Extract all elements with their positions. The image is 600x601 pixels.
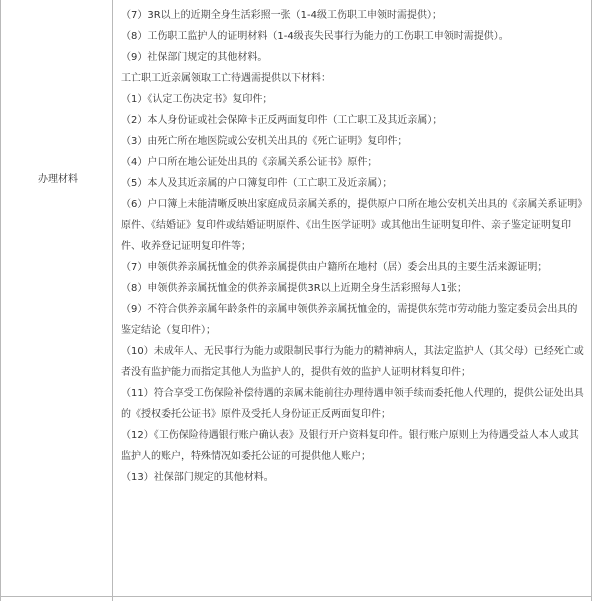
list-item: （8）申领供养亲属抚恤金的供养亲属提供3R以上近期全身生活彩照每人1张； [121, 283, 468, 294]
list-item: （9）不符合供养亲属年龄条件的亲属申领供养亲属抚恤金的，需提供东莞市劳动能力鉴定委员会出具的鉴定结论（复印件）； [121, 304, 578, 336]
table-column-divider [112, 0, 113, 601]
list-item: （9）社保部门规定的其他材料。 [121, 52, 268, 63]
list-item: （7）3R以上的近期全身生活彩照一张（1-4级工伤职工申领时需提供）； [121, 10, 443, 21]
list-item: （3）由死亡所在地医院或公安机关出具的《死亡证明》复印件； [121, 136, 408, 147]
list-item: （7）申领供养亲属抚恤金的供养亲属提供由户籍所在地村（居）委会出具的主要生活来源证明； [121, 262, 548, 273]
table-border-right [591, 0, 592, 601]
row-label-cell [1, 0, 112, 596]
list-item: （5）本人及其近亲属的户口簿复印件（工亡职工及近亲属）； [121, 178, 393, 189]
list-item: （4）户口所在地公证处出具的《亲属关系公证书》原件； [121, 157, 378, 168]
section-heading: 工亡职工近亲属领取工亡待遇需提供以下材料： [121, 73, 331, 84]
list-item: （2）本人身份证或社会保障卡正反两面复印件（工亡职工及其近亲属）； [121, 115, 443, 126]
list-item: （6）户口簿上未能清晰反映出家庭成员亲属关系的，提供原户口所在地公安机关出具的《亲属关系证明》原件、《结婚证》复印件或结婚证明原件、《出生医学证明》或其他出生证明复印件、亲子鉴定证明复印件、收养登记证明复印件等； [121, 199, 583, 252]
list-item: （13）社保部门规定的其他材料。 [121, 472, 274, 483]
row-label: 办理材料 [38, 174, 78, 185]
list-item: （11）符合享受工伤保险补偿待遇的亲属未能前往办理待遇申领手续而委托他人代理的，提供公证处出具的《授权委托公证书》原件及受托人身份证正反两面复印件； [121, 388, 584, 420]
table-row-divider [0, 596, 592, 597]
list-item: （12）《工伤保险待遇银行账户确认表》及银行开户资料复印件。银行账户原则上为待遇受益人本人或其监护人的账户，特殊情况如委托公证的可提供他人账户； [121, 430, 579, 462]
list-item: （1）《认定工伤决定书》复印件； [121, 94, 273, 105]
list-item: （10）未成年人、无民事行为能力或限制民事行为能力的精神病人，其法定监护人（其父母）已经死亡或者没有监护能力而指定其他人为监护人的，提供有效的监护人证明材料复印件； [121, 346, 584, 378]
materials-list [121, 5, 587, 488]
list-item: （8）工伤职工监护人的证明材料（1-4级丧失民事行为能力的工伤职工申领时需提供）。 [121, 31, 509, 42]
